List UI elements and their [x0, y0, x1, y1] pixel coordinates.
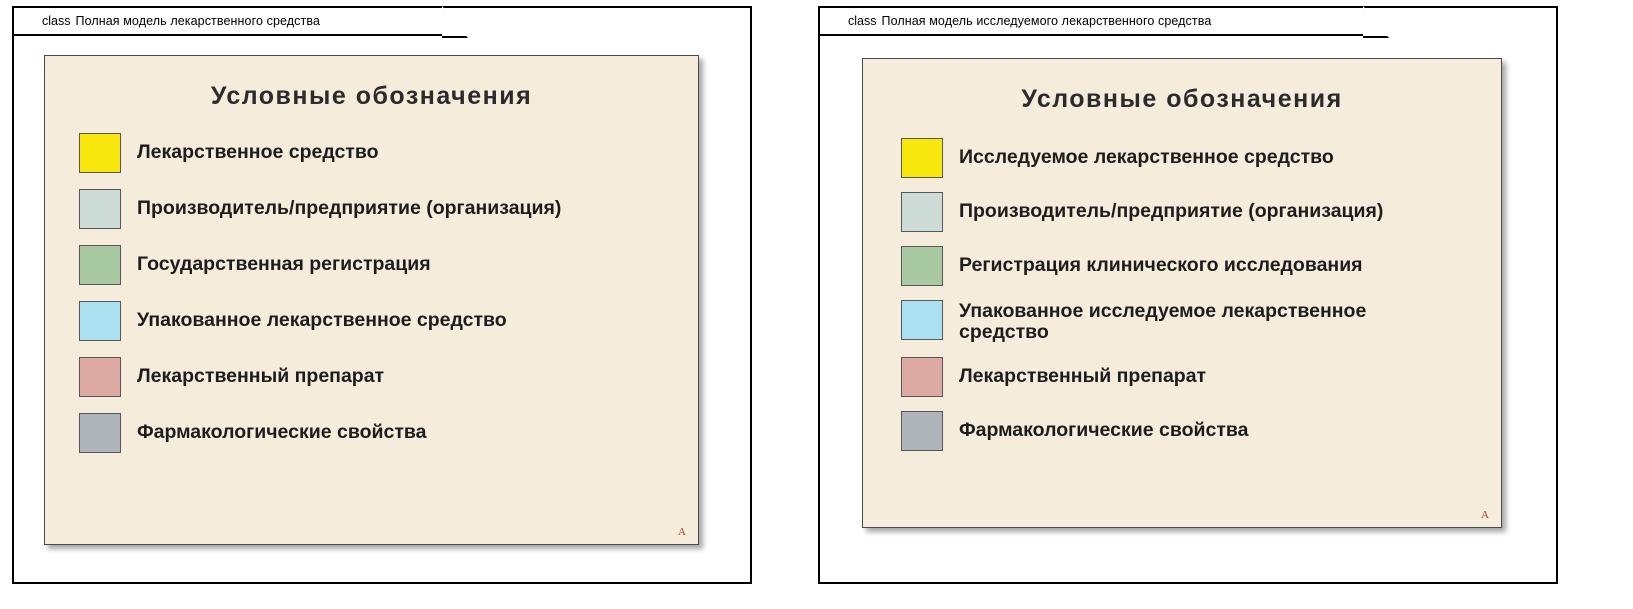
legend-corner-mark: A	[1481, 509, 1489, 521]
color-swatch-icon	[79, 245, 121, 285]
uml-frame-right	[818, 6, 1558, 584]
legend-item-label: Производитель/предприятие (организация)	[959, 200, 1384, 222]
legend-item-label: Фармакологические свойства	[137, 421, 427, 443]
legend-title-right: Условные обозначения	[1021, 85, 1343, 113]
frame-title-left: Полная модель лекарственного средства	[75, 14, 321, 28]
legend-item-list-right	[863, 138, 1501, 451]
color-swatch-icon	[79, 189, 121, 229]
legend-item-list-left	[45, 133, 698, 453]
color-swatch-icon	[79, 413, 121, 453]
legend-item	[901, 138, 1487, 178]
legend-item-label: Лекарственное средство	[137, 141, 379, 163]
color-swatch-icon	[901, 138, 943, 178]
color-swatch-icon	[79, 133, 121, 173]
frame-kind-label: class	[42, 14, 71, 28]
legend-item-label: Лекарственный препарат	[137, 365, 385, 387]
uml-frame-left	[12, 6, 752, 584]
color-swatch-icon	[901, 192, 943, 232]
color-swatch-icon	[901, 246, 943, 286]
legend-item-label: Производитель/предприятие (организация)	[137, 197, 562, 219]
legend-item-label: Лекарственный препарат	[959, 365, 1207, 387]
frame-header-left	[14, 8, 444, 36]
legend-item	[79, 301, 684, 341]
legend-item	[79, 245, 684, 285]
legend-item	[79, 357, 684, 397]
legend-item	[79, 189, 684, 229]
legend-item-label: Регистрация клинического исследования	[959, 254, 1363, 276]
legend-item	[901, 357, 1487, 397]
legend-item	[901, 411, 1487, 451]
legend-item-label: Упакованное исследуемое лекарственное средство	[959, 300, 1367, 343]
legend-box-left	[44, 55, 699, 545]
legend-title-left: Условные обозначения	[210, 82, 533, 110]
color-swatch-icon	[901, 357, 943, 397]
legend-item-label: Государственная регистрация	[137, 253, 431, 275]
legend-corner-mark: A	[678, 526, 686, 538]
frame-header-right	[820, 8, 1365, 36]
legend-box-right	[862, 58, 1502, 528]
legend-item	[901, 192, 1487, 232]
legend-item	[79, 413, 684, 453]
legend-item-label: Фармакологические свойства	[959, 419, 1249, 441]
color-swatch-icon	[79, 301, 121, 341]
color-swatch-icon	[79, 357, 121, 397]
legend-item	[79, 133, 684, 173]
frame-title-right: Полная модель исследуемого лекарственного средства	[881, 14, 1212, 28]
color-swatch-icon	[901, 300, 943, 340]
legend-item-label: Упакованное лекарственное средство	[137, 309, 507, 331]
color-swatch-icon	[901, 411, 943, 451]
legend-item	[901, 246, 1487, 286]
legend-item-label: Исследуемое лекарственное средство	[959, 146, 1334, 168]
legend-item	[901, 300, 1487, 343]
frame-kind-label: class	[848, 14, 877, 28]
